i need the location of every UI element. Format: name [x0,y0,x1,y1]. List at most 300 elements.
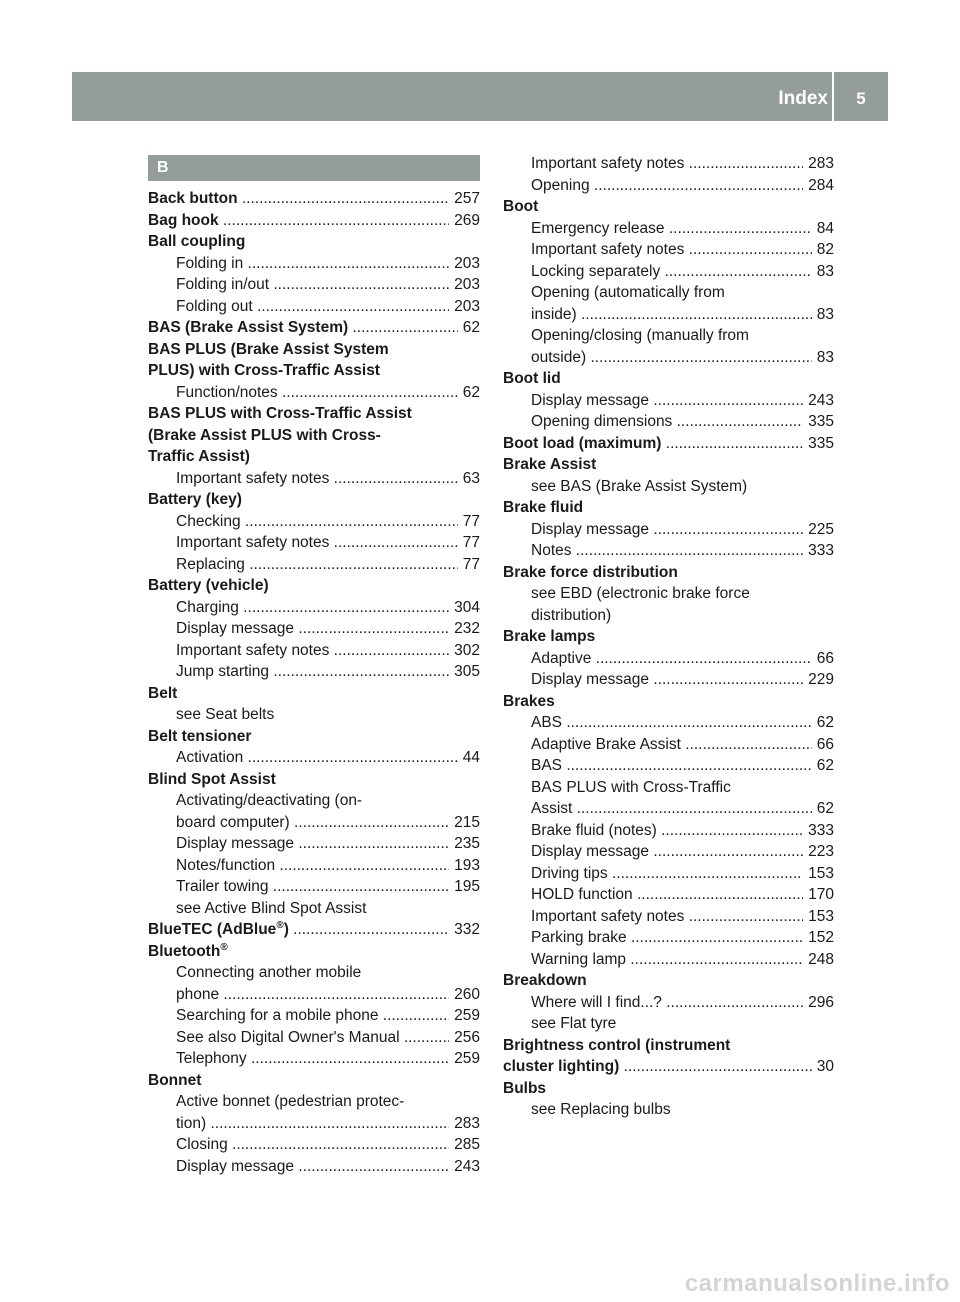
index-subentry [148,532,480,554]
entry-label: Notes [531,542,572,559]
entry-text [531,327,749,344]
page-ref: 62 [812,798,834,820]
page-ref: 30 [812,1056,834,1078]
entry-text [531,306,834,323]
index-entry [148,425,480,447]
page-ref: 170 [803,884,834,906]
entry-label: Activation [176,749,244,766]
entry-label: outside) [531,348,587,366]
entry-text [531,478,747,495]
entry-text [148,577,269,594]
index-subentry [503,777,834,799]
index-subentry [148,704,480,726]
entry-label: Ball coupling [148,233,246,250]
page-ref: 235 [449,833,480,855]
index-subentry [503,798,834,820]
entry-text [531,263,834,280]
entry-label: see BAS (Brake Assist System) [531,477,748,495]
index-subentry [148,296,480,318]
index-subentry [148,468,480,490]
index-entry [503,1056,834,1078]
entry-label: Brake force distribution [503,563,678,581]
page-ref: 44 [458,747,480,769]
entry-text [531,736,834,753]
registered-mark: ® [276,919,284,931]
index-subentry [503,820,834,842]
entry-label: see Flat tyre [531,1015,617,1032]
entry-text [176,663,480,680]
entry-text [148,212,480,229]
index-subentry [503,347,834,369]
entry-label: Display message [531,520,650,538]
index-subentry [148,511,480,533]
entry-label: Charging [176,598,239,616]
index-subentry [148,274,480,296]
index-subentry [148,984,480,1006]
entry-label: Opening dimensions [531,413,673,430]
index-subentry [503,841,834,863]
entry-label: Emergency release [531,219,665,237]
index-entry [503,196,834,218]
entry-label: BAS (Brake Assist System) [148,319,349,336]
entry-text [176,470,480,487]
entry-label: cluster lighting) [503,1058,620,1075]
page-ref: 285 [449,1134,480,1156]
index-subentry [503,239,834,261]
entry-label: Display message [176,620,295,637]
entry-text [531,542,834,559]
entry-text [176,1029,480,1046]
index-entry [148,403,480,425]
entry-label: Driving tips [531,864,608,882]
index-subentry [503,648,834,670]
page-ref: 229 [803,669,834,691]
entry-text [531,779,731,796]
index-subentry [148,1091,480,1113]
entry-label: Opening [531,176,590,194]
entry-label: Display message [531,843,650,860]
page-ref: 83 [812,261,834,283]
page-ref: 283 [449,1113,480,1135]
index-subentry [503,218,834,240]
entry-label: Folding in/out [176,276,270,293]
entry-text [176,599,480,616]
index-subentry [503,755,834,777]
entry-label: Checking [176,512,241,530]
entry-list [148,188,480,1177]
index-entry [148,210,480,232]
entry-label: Notes/function [176,856,276,874]
entry-label: inside) [531,305,577,323]
index-entry [503,970,834,992]
page-ref: 62 [812,755,834,777]
entry-text [176,1007,480,1024]
index-subentry [148,898,480,920]
index-subentry [148,1005,480,1027]
page-ref: 302 [449,640,480,662]
page-ref: 284 [803,175,834,197]
entry-label: BlueTEC (AdBlue [148,921,277,938]
index-subentry [503,304,834,326]
page-ref: 215 [449,812,480,834]
entry-text [531,886,834,903]
index-entry [148,726,480,748]
entry-text [148,1072,201,1089]
index-subentry [503,949,834,971]
page-ref: 152 [803,927,834,949]
index-subentry [148,640,480,662]
entry-text [176,1115,480,1132]
entry-text [176,986,480,1003]
entry-label: BAS PLUS with Cross-Traffic Assist [148,405,412,422]
index-entry [148,317,480,339]
index-subentry [503,734,834,756]
entry-text [148,190,480,207]
entry-label: Where will I find...? [531,993,662,1011]
index-entry [503,433,834,455]
entry-label: Display message [531,391,650,409]
entry-label: Warning lamp [531,950,627,968]
entry-text [503,370,561,387]
index-subentry [148,1048,480,1070]
page-ref: 193 [449,855,480,877]
entry-label: Breakdown [503,972,587,989]
entry-label: Brake Assist [503,456,597,473]
page-ref: 66 [812,648,834,670]
entry-label: Bag hook [148,211,219,229]
page-ref: 335 [803,433,834,455]
index-subentry [148,855,480,877]
index-entry [503,691,834,713]
index-subentry [503,906,834,928]
entry-text [148,362,380,379]
index-entry [148,941,480,963]
entry-label: Display message [176,835,295,852]
entry-label: see Seat belts [176,706,275,723]
entry-text [148,771,276,788]
index-subentry [503,476,834,498]
entry-text [531,413,834,430]
entry-text [148,233,245,250]
index-subentry [148,554,480,576]
entry-text [148,319,480,336]
entry-text [531,177,834,194]
index-entry [148,683,480,705]
index-entry [503,497,834,519]
entry-label: Display message [176,1157,295,1175]
entry-text [531,392,834,409]
entry-label: Bulbs [503,1079,547,1097]
entry-label: Connecting another mobile [176,964,362,981]
entry-text [176,900,366,917]
page-ref: 283 [803,153,834,175]
entry-text [531,650,834,667]
index-entry [148,919,480,941]
page-ref: 203 [449,253,480,275]
index-subentry [503,411,834,433]
entry-text [531,521,834,538]
entry-text [148,341,389,358]
entry-text [503,693,555,710]
entry-label: Active bonnet (pedestrian protec- [176,1093,405,1110]
entry-label: Important safety notes [176,469,330,487]
entry-label: Brake fluid (notes) [531,821,657,839]
page-ref: 77 [458,511,480,533]
entry-label: Activating/deactivating (on- [176,792,363,809]
entry-text [531,951,834,968]
page-ref: 153 [803,906,834,928]
index-subentry [148,876,480,898]
index-entry [148,769,480,791]
entry-label: (Brake Assist PLUS with Cross- [148,426,381,444]
entry-text [176,792,362,809]
entry-text [531,155,834,172]
entry-label: Important safety notes [531,907,685,925]
page-ref: 232 [449,618,480,640]
entry-label: Folding out [176,297,253,315]
entry-text [176,298,480,315]
entry-label: tion) [176,1114,207,1132]
page-ref: 248 [803,949,834,971]
entry-text [503,1037,730,1054]
entry-text [176,513,480,530]
watermark: carmanualsonline.info [684,1270,950,1297]
index-column-right [503,153,834,1121]
index-entry [148,446,480,468]
entry-text [176,878,480,895]
index-subentry [503,992,834,1014]
entry-text [176,814,480,831]
page-ref: 77 [458,554,480,576]
page-ref: 66 [812,734,834,756]
entry-text [176,1093,404,1110]
entry-label: Opening/closing (manually from [531,327,749,344]
page-ref: 77 [458,532,480,554]
entry-text [176,1136,480,1153]
entry-label: Trailer towing [176,878,269,895]
entry-text [176,534,480,551]
entry-label: Locking separately [531,262,661,280]
index-column-left [148,155,480,1177]
entry-text [531,1101,671,1118]
entry-label-suffix: ) [283,921,289,938]
entry-text [176,556,480,573]
index-subentry [503,175,834,197]
entry-label: see Active Blind Spot Assist [176,899,367,917]
index-entry [503,1035,834,1057]
index-subentry [503,325,834,347]
entry-label: Folding in [176,254,244,272]
page-ref: 305 [449,661,480,683]
entry-label: Display message [531,671,650,688]
entry-text [503,972,587,989]
entry-text [148,728,251,745]
entry-label: HOLD function [531,886,633,903]
page-ref: 225 [803,519,834,541]
entry-label: Boot load (maximum) [503,434,662,452]
entry-label: Important safety notes [176,641,330,659]
index-subentry [148,833,480,855]
entry-text [148,491,242,508]
entry-text [531,714,834,731]
entry-text [148,448,250,465]
index-entry [503,454,834,476]
index-subentry [148,812,480,834]
entry-text [176,620,480,637]
entry-label: Parking brake [531,929,627,946]
entry-label: Function/notes [176,383,278,401]
entry-label: PLUS) with Cross-Traffic Assist [148,362,380,379]
entry-label: see Replacing bulbs [531,1101,671,1118]
entry-text [503,456,596,473]
entry-label: ABS [531,714,563,731]
entry-text [531,671,834,688]
entry-label: Traffic Assist) [148,448,250,465]
page-number: 5 [856,89,866,108]
entry-label: Brightness control (instrument [503,1036,731,1054]
entry-text [531,800,834,817]
page-ref: 243 [449,1156,480,1178]
entry-label: Brake lamps [503,628,596,645]
entry-text [531,865,834,882]
entry-text [503,198,538,215]
index-subentry [503,390,834,412]
entry-text [176,1050,480,1067]
page-ref: 259 [449,1005,480,1027]
entry-text [531,220,834,237]
entry-text [148,685,177,702]
page-ref: 335 [803,411,834,433]
page-ref: 296 [803,992,834,1014]
entry-label: Searching for a mobile phone [176,1007,379,1024]
page-ref: 256 [449,1027,480,1049]
index-entry [503,1078,834,1100]
entry-label: Belt [148,684,178,702]
page-ref: 62 [458,382,480,404]
page-ref: 203 [449,274,480,296]
entry-text [503,628,595,645]
page-ref: 82 [812,239,834,261]
entry-label: phone [176,985,220,1003]
index-subentry [148,1134,480,1156]
index-subentry [503,1099,834,1121]
page-ref: 84 [812,218,834,240]
page-ref: 259 [449,1048,480,1070]
entry-text [503,435,834,452]
entry-label: Opening (automatically from [531,284,725,301]
index-entry [148,339,480,361]
entry-text [176,642,480,659]
index-entry [503,562,834,584]
entry-text [148,405,412,422]
index-subentry [503,583,834,605]
page-ref: 83 [812,347,834,369]
page-ref: 332 [449,919,480,941]
index-subentry [503,605,834,627]
entry-label: Bluetooth [148,942,221,960]
entry-label: see EBD (electronic brake force [531,585,750,602]
page-ref: 257 [449,188,480,210]
index-subentry [148,790,480,812]
entry-label: Brake fluid [503,499,584,516]
index-subentry [503,261,834,283]
entry-label: Important safety notes [531,155,685,172]
entry-label: Belt tensioner [148,727,252,745]
index-subentry [503,863,834,885]
entry-text [503,499,583,516]
entry-label: board computer) [176,813,290,831]
entry-text [531,349,834,366]
index-subentry [148,1027,480,1049]
page-ref: 333 [803,540,834,562]
index-entry [148,575,480,597]
index-subentry [148,382,480,404]
index-subentry [503,540,834,562]
index-subentry [148,618,480,640]
entry-text [176,964,361,981]
page-ref: 260 [449,984,480,1006]
index-entry [148,231,480,253]
entry-label: Telephony [176,1050,247,1067]
entry-label: Jump starting [176,663,270,680]
entry-label: BAS PLUS (Brake Assist System [148,340,389,358]
page-ref: 153 [803,863,834,885]
index-entry [148,489,480,511]
index-entry [148,360,480,382]
entry-text [531,994,834,1011]
page-ref: 304 [449,597,480,619]
page-ref: 203 [449,296,480,318]
index-subentry [503,1013,834,1035]
page-ref: 63 [458,468,480,490]
entry-label: Battery (key) [148,491,242,508]
entry-text [148,943,228,960]
page-ref: 223 [803,841,834,863]
entry-text [531,822,834,839]
entry-label: BAS PLUS with Cross-Traffic [531,778,731,796]
entry-label: Adaptive [531,649,592,667]
index-subentry [148,597,480,619]
entry-label: Battery (vehicle) [148,577,269,594]
page-ref: 333 [803,820,834,842]
page-ref: 269 [449,210,480,232]
entry-label: Back button [148,190,238,207]
entry-text [176,1158,480,1175]
entry-text [531,284,725,301]
entry-text [176,255,480,272]
entry-text [503,564,678,581]
index-subentry [148,253,480,275]
entry-text [148,921,480,938]
index-subentry [148,1156,480,1178]
entry-label: Closing [176,1136,228,1153]
registered-mark: ® [220,941,228,953]
index-subentry [503,927,834,949]
entry-text [176,857,480,874]
entry-label: distribution) [531,606,612,624]
entry-text [503,1058,834,1075]
index-subentry [503,282,834,304]
entry-text [531,843,834,860]
entry-label: Blind Spot Assist [148,770,276,788]
index-subentry [503,519,834,541]
entry-label: Replacing [176,555,245,573]
index-subentry [148,661,480,683]
entry-text [176,749,480,766]
entry-text [176,706,274,723]
entry-text [531,585,750,602]
entry-label: Important safety notes [176,534,330,551]
